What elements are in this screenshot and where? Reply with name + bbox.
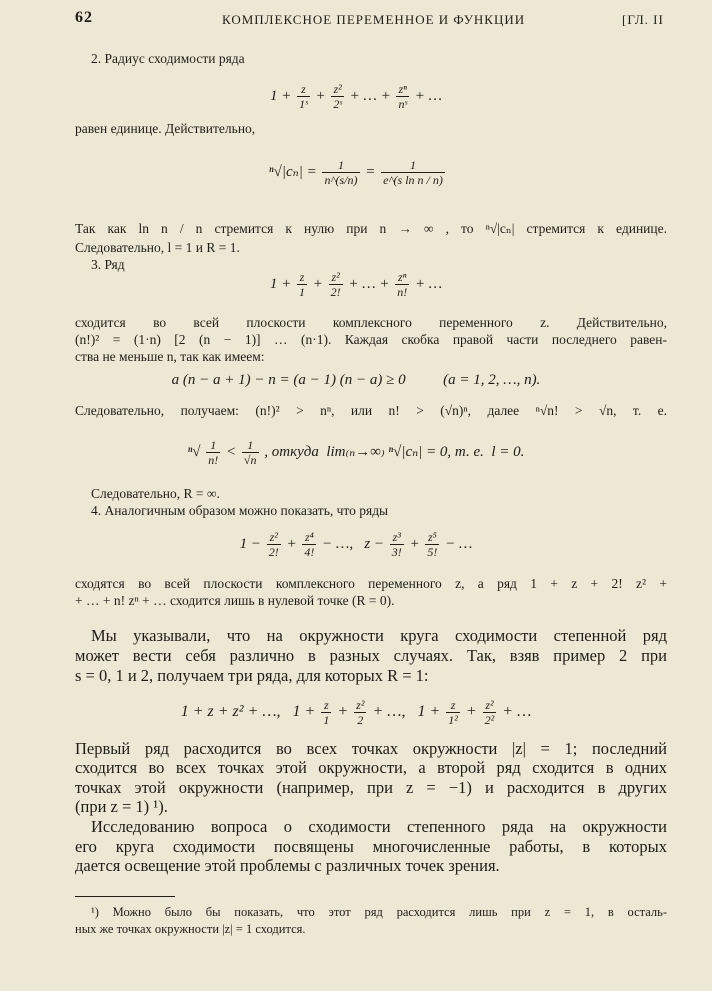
denominator: 1²	[448, 713, 458, 727]
denominator: e^(s ln n / n)	[383, 173, 443, 187]
formula-term: <	[222, 443, 240, 460]
formula	[0, 438, 712, 467]
fraction	[381, 158, 445, 187]
numerator: z	[324, 698, 329, 712]
formula-term: + …	[411, 275, 446, 292]
text-line: (n!)² = (1·n) [2 (n − 1)] … (n·1). Каждая скобка правой части последнего равен-	[75, 332, 667, 347]
text-line: 3. Ряд	[91, 257, 125, 272]
text-line: сходится во всех точках этой окружности, а второй ряд сходится в одних	[75, 758, 667, 777]
numerator: 1	[247, 438, 254, 452]
fraction	[395, 270, 409, 299]
denominator: 2!	[330, 285, 341, 299]
formula-term: + …, 1 +	[368, 703, 445, 721]
numerator: 1	[337, 158, 344, 172]
formula	[0, 82, 712, 111]
denominator: 5!	[427, 545, 438, 559]
numerator: 1	[210, 438, 217, 452]
text-line: дается освещение этой проблемы с различных точек зрения.	[75, 856, 500, 875]
formula-term: ⁿ√	[183, 443, 205, 460]
text-line: равен единице. Действительно,	[75, 121, 256, 136]
fraction	[396, 82, 409, 111]
formula	[0, 530, 712, 559]
numerator: zⁿ	[398, 82, 407, 96]
text-line: Исследованию вопроса о сходимости степенного ряда на окружности	[91, 817, 667, 836]
formula-term: =	[361, 163, 380, 180]
formula-term: , откуда lim₍ₙ→∞₎ ⁿ√|cₙ| = 0, т. е. l = 0.	[260, 443, 529, 460]
formula-term: +	[405, 535, 424, 552]
denominator: 3!	[391, 545, 402, 559]
text-line: Так как ln n / n стремится к нулю при n → ∞ , то ⁿ√|cₙ| стремится к единице.	[75, 221, 667, 236]
formula-term: + …	[410, 87, 446, 104]
fraction	[242, 438, 259, 467]
formula-term: +	[282, 535, 301, 552]
fraction	[483, 698, 497, 727]
denominator: 1	[298, 285, 305, 299]
denominator: n^(s/n)	[324, 173, 358, 187]
text-line: Следовательно, R = ∞.	[91, 486, 220, 501]
footnote-line: ¹) Можно было бы показать, что этот ряд расходится лишь при z = 1, в осталь-	[91, 905, 667, 919]
denominator: 2	[354, 712, 366, 727]
fraction	[446, 698, 460, 727]
denominator: 4!	[304, 545, 315, 559]
numerator: 1	[410, 158, 416, 172]
fraction	[329, 270, 343, 299]
numerator: z²	[356, 698, 365, 712]
text-line: сходится во всей плоскости комплексного переменного z. Действительно,	[75, 315, 667, 330]
formula-term: 1 −	[235, 535, 265, 552]
numerator: z	[299, 270, 305, 284]
fraction	[297, 82, 310, 111]
fraction	[425, 530, 439, 559]
formula	[0, 698, 712, 727]
fraction	[322, 158, 359, 187]
formula-term: 1 +	[266, 275, 295, 292]
formula	[0, 270, 712, 299]
formula-term: − …, z −	[318, 535, 388, 552]
formula-term: − …	[441, 535, 477, 552]
text-line: + … + n! zⁿ + … сходится лишь в нулевой точке (R = 0).	[75, 593, 395, 608]
text-line: его круга сходимости посвящены многочисленные работы, в которых	[75, 837, 667, 856]
formula	[0, 158, 712, 187]
fraction	[331, 82, 344, 111]
numerator: z	[301, 82, 306, 96]
text-line: (при z = 1) ¹).	[75, 797, 168, 816]
text-line: Мы указывали, что на окружности круга сходимости степенной ряд	[91, 626, 667, 645]
formula-term: + … +	[345, 87, 395, 104]
denominator: 1	[323, 713, 330, 727]
numerator: zⁿ	[397, 270, 407, 284]
formula-term: (a = 1, 2, …, n).	[409, 372, 545, 388]
formula-term: +	[311, 87, 330, 104]
formula-term: +	[308, 275, 327, 292]
numerator: z²	[269, 530, 278, 544]
fraction	[354, 698, 366, 727]
numerator: z⁵	[427, 530, 437, 544]
formula-term: + …	[498, 703, 536, 721]
formula-term: 1 + z + z² + …, 1 +	[176, 703, 320, 721]
text-line: сходятся во всей плоскости комплексного переменного z, а ряд 1 + z + 2! z² +	[75, 576, 667, 591]
formula-term: ⁿ√|cₙ| =	[265, 163, 321, 180]
text-line: точках этой окружности (например, при z = −1) и расходится в других	[75, 778, 667, 797]
formula-term: +	[333, 703, 353, 721]
text-line: 4. Аналогичным образом можно показать, что ряды	[91, 503, 389, 518]
formula-term: +	[461, 703, 481, 721]
denominator: 2ˢ	[333, 97, 342, 111]
denominator: n!	[397, 285, 408, 299]
fraction	[390, 530, 404, 559]
footnote-line: ных же точках окружности |z| = 1 сходится.	[75, 922, 306, 936]
formula-term: a (n − a + 1) − n = (a − 1) (n − a) ≥ 0	[167, 372, 410, 388]
text-line: Следовательно, l = 1 и R = 1.	[75, 240, 240, 255]
chapter-label: [ГЛ. II	[622, 12, 664, 27]
numerator: z²	[333, 82, 342, 96]
denominator: n!	[208, 453, 219, 467]
numerator: z	[450, 698, 456, 712]
page-number: 62	[75, 9, 93, 26]
formula-term: + … +	[344, 275, 394, 292]
fraction	[267, 530, 281, 559]
fraction	[297, 270, 307, 299]
running-title: КОМПЛЕКСНОЕ ПЕРЕМЕННОЕ И ФУНКЦИИ	[222, 12, 526, 27]
denominator: √n	[243, 453, 257, 467]
numerator: z³	[392, 530, 401, 544]
text-line: 2. Радиус сходимости ряда	[91, 51, 245, 66]
numerator: z²	[485, 698, 494, 712]
formula-term: 1 +	[266, 87, 296, 104]
denominator: 2!	[268, 545, 279, 559]
denominator: 1ˢ	[299, 97, 308, 111]
numerator: z²	[331, 270, 340, 284]
text-line: Первый ряд расходится во всех точках окружности |z| = 1; последний	[75, 739, 667, 758]
denominator: nˢ	[398, 97, 407, 111]
text-line: s = 0, 1 и 2, получаем три ряда, для которых R = 1:	[75, 666, 429, 685]
text-line: может вести себя различно в разных случаях. Так, взяв пример 2 при	[75, 646, 667, 665]
fraction	[206, 438, 220, 467]
fraction	[321, 698, 331, 727]
numerator: z⁴	[304, 530, 314, 544]
fraction	[302, 530, 316, 559]
footnote-divider	[75, 896, 175, 897]
formula	[0, 372, 712, 389]
text-line: ства не меньше n, так как имеем:	[75, 349, 265, 364]
text-line: Следовательно, получаем: (n!)² > nⁿ, или n! > (√n)ⁿ, далее ⁿ√n! > √n, т. е.	[75, 403, 667, 418]
denominator: 2²	[484, 713, 495, 727]
